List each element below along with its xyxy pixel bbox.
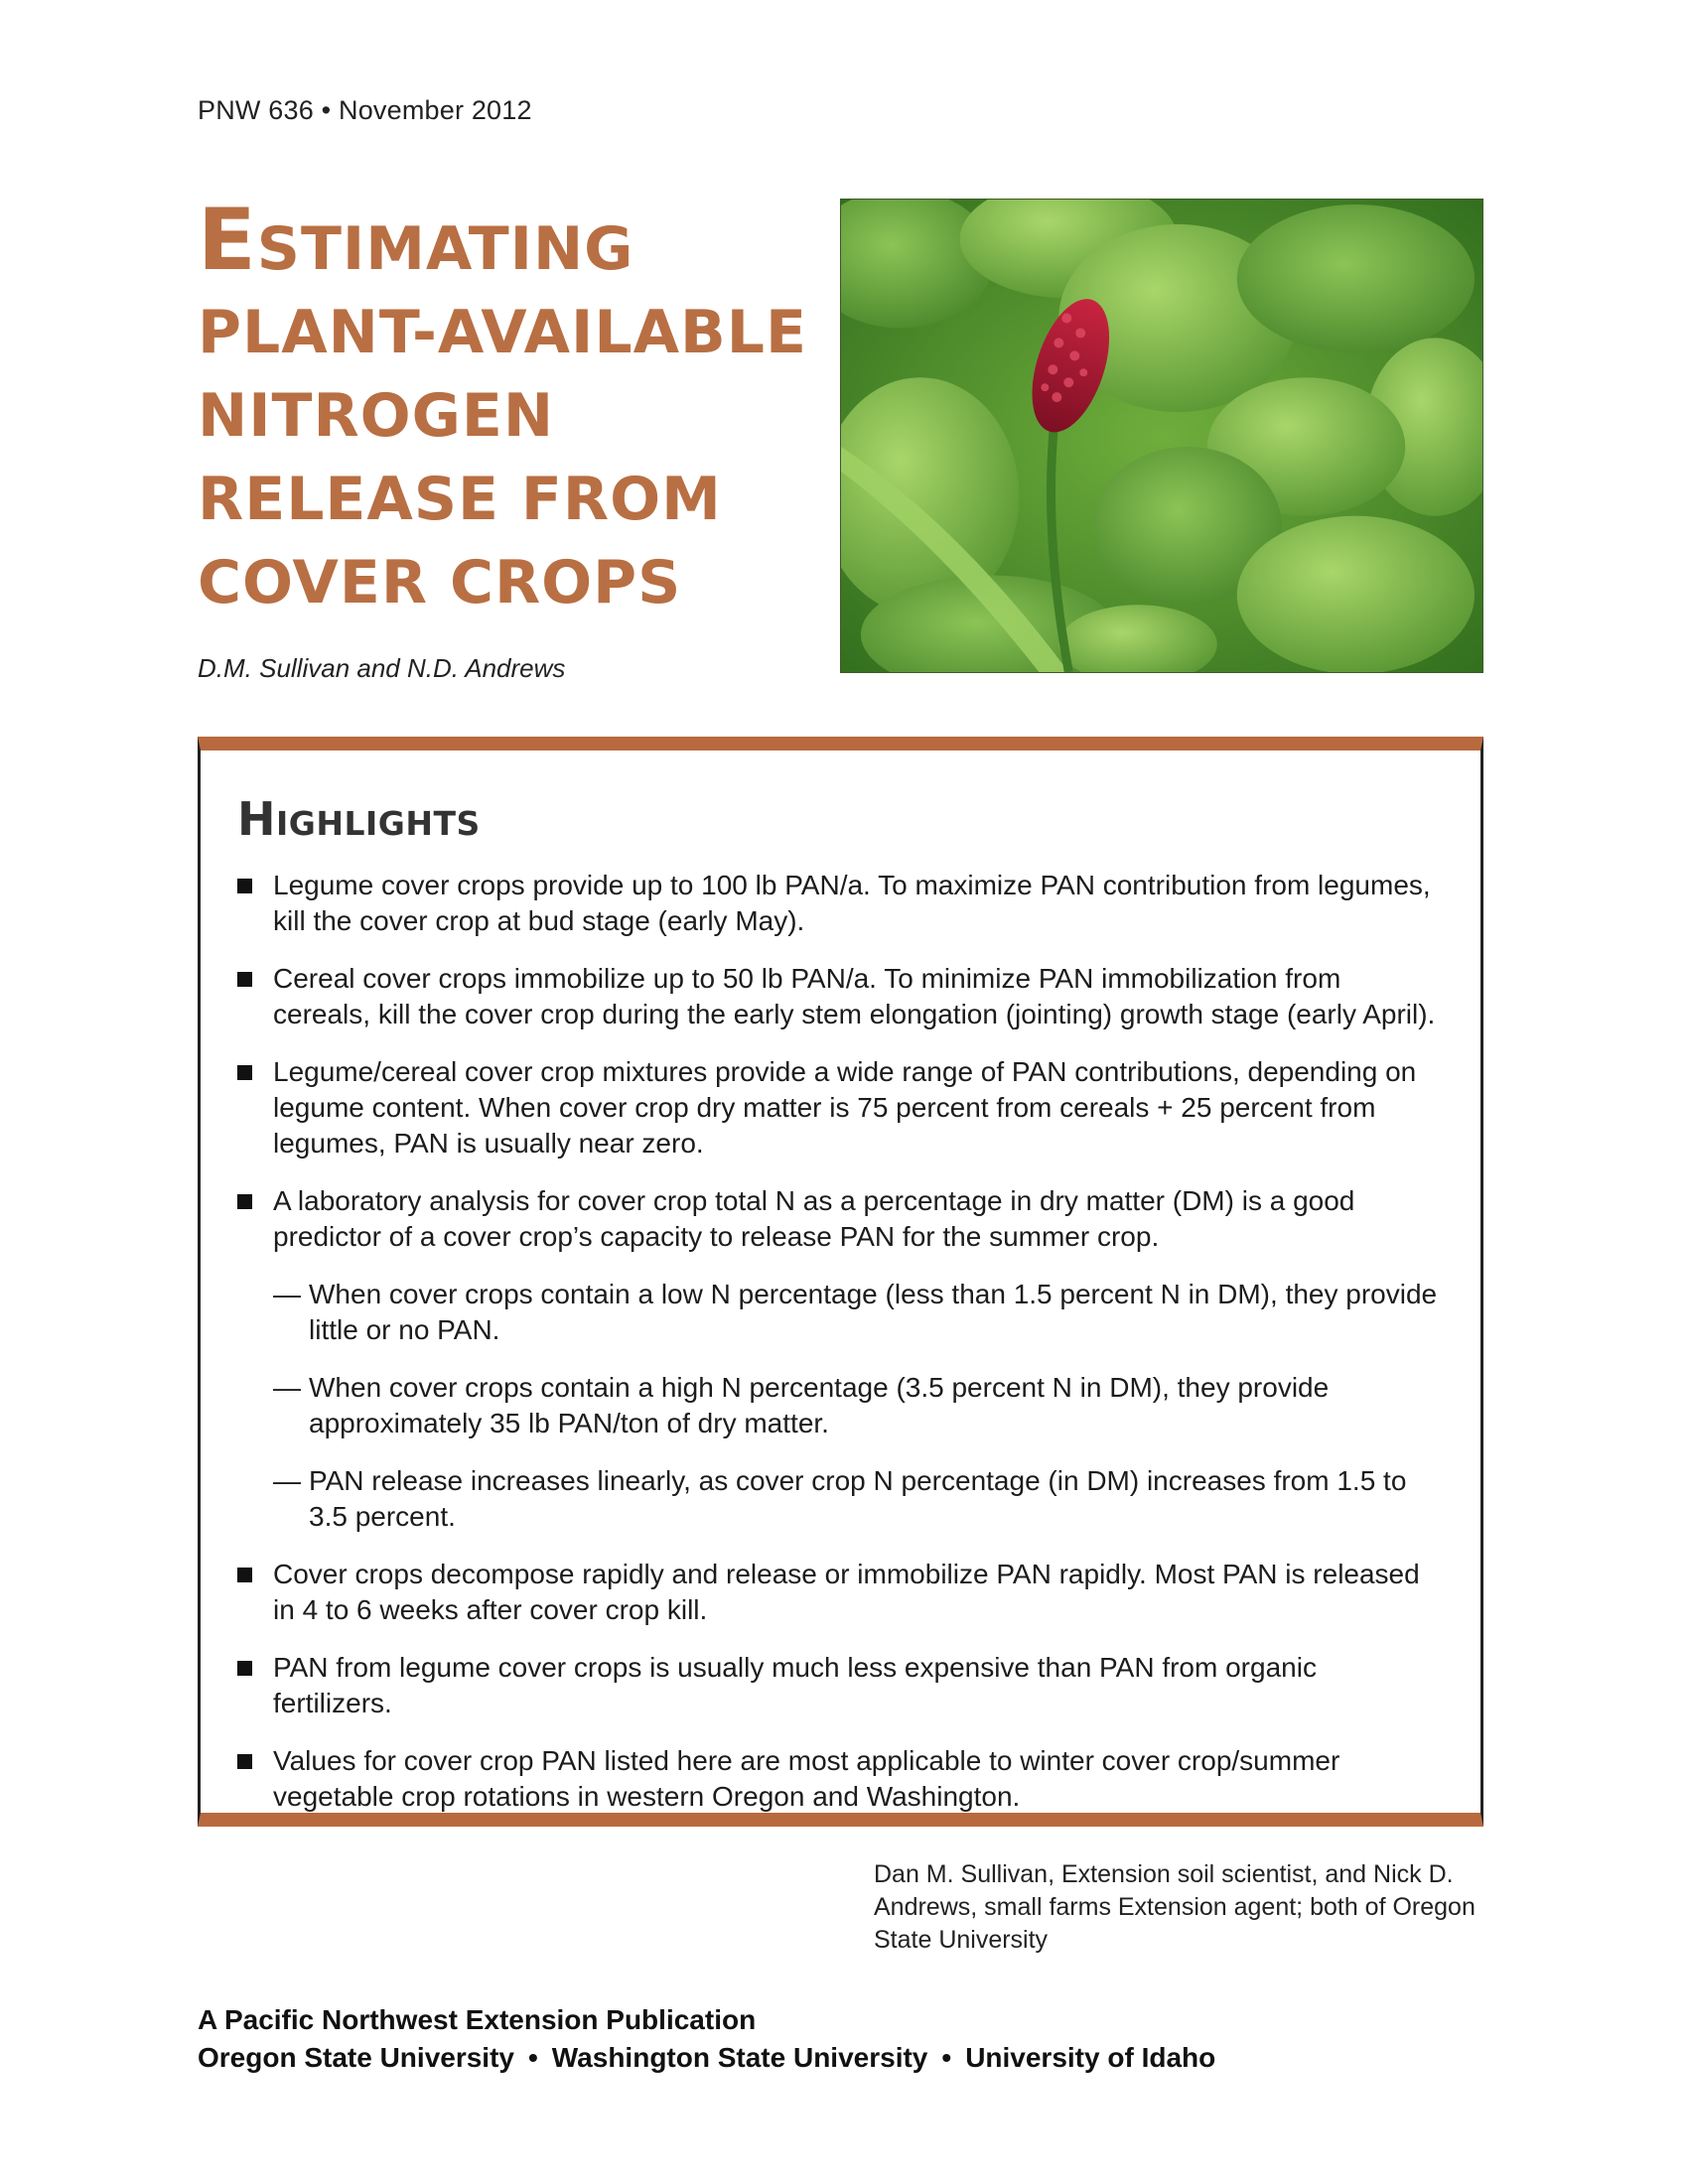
list-item: A laboratory analysis for cover crop total N as a percentage in dry matter (DM) is a good predictor of a cover crop’s capacity to release PAN for the summer crop. — When cover crops contain a low N percentage (less than 1.5 percent N in DM), they provide little or no PAN. — When cover crops contain a high N percentage (3.5 percent N in DM), they provide approximately 35 lb PAN/ton of dry matter. — PAN release increases linearly, as cover crop N percentage (in DM) increases from 1.5 to 3.5 percent. [237, 1183, 1439, 1535]
square-bullet-icon [237, 879, 252, 893]
list-item: Legume cover crops provide up to 100 lb PAN/a. To maximize PAN contribution from legumes, kill the cover crop at bud stage (early May). [237, 868, 1439, 939]
title-line-1: ESTIMATING [198, 191, 634, 290]
highlights-list [237, 868, 1439, 1837]
sub-list-item: — When cover crops contain a high N percentage (3.5 percent N in DM), they provide approximately 35 lb PAN/ton of dry matter. [273, 1372, 1330, 1438]
footer [198, 2001, 1215, 2077]
highlights-heading: HIGHLIGHTS [237, 792, 481, 846]
square-bullet-icon [237, 1661, 252, 1676]
square-bullet-icon [237, 1754, 252, 1769]
author-affiliation: Dan M. Sullivan, Extension soil scientist, and Nick D. Andrews, small farms Extension agent; both of Oregon State University [874, 1860, 1476, 1954]
square-bullet-icon [237, 1568, 252, 1582]
title-line-3: NITROGEN [198, 381, 555, 451]
title-line-5: COVER CROPS [198, 548, 682, 617]
title-line-2: PLANT-AVAILABLE [198, 298, 807, 367]
separator: • [941, 2042, 952, 2073]
document-title [198, 191, 833, 624]
university-idaho: University of Idaho [965, 2042, 1216, 2073]
list-item: Legume/cereal cover crop mixtures provide a wide range of PAN contributions, depending on legume content. When cover crop dry matter is 75 percent from cereals + 25 percent from legumes, PAN is usually near zero. [237, 1054, 1439, 1161]
publication-number: PNW 636 • November 2012 [198, 95, 532, 125]
crimson-clover-photo [840, 199, 1483, 673]
sub-list-item: — When cover crops contain a low N percentage (less than 1.5 percent N in DM), they provide little or no PAN. [273, 1279, 1438, 1345]
separator: • [527, 2042, 538, 2073]
list-item: Values for cover crop PAN listed here are most applicable to winter cover crop/summer vegetable crop rotations in western Oregon and Washington. [237, 1743, 1439, 1815]
list-item: PAN from legume cover crops is usually much less expensive than PAN from organic fertilizers. [237, 1650, 1439, 1721]
list-item: Cover crops decompose rapidly and release or immobilize PAN rapidly. Most PAN is released in 4 to 6 weeks after cover crop kill. [237, 1557, 1439, 1628]
authors: D.M. Sullivan and N.D. Andrews [198, 653, 566, 683]
title-line-4: RELEASE FROM [198, 465, 722, 534]
square-bullet-icon [237, 1194, 252, 1209]
sub-list [273, 1277, 1439, 1535]
highlights-box [198, 737, 1483, 1827]
university-wsu: Washington State University [551, 2042, 928, 2073]
sub-list-item: — PAN release increases linearly, as cover crop N percentage (in DM) increases from 1.5 to 3.5 percent. [273, 1465, 1407, 1532]
square-bullet-icon [237, 972, 252, 987]
list-item: Cereal cover crops immobilize up to 50 lb PAN/a. To minimize PAN immobilization from cereals, kill the cover crop during the early stem elongation (jointing) growth stage (early April). [237, 961, 1439, 1032]
university-osu: Oregon State University [198, 2042, 514, 2073]
footer-publisher: A Pacific Northwest Extension Publication [198, 2004, 757, 2035]
footer-universities [198, 2039, 1215, 2077]
square-bullet-icon [237, 1065, 252, 1080]
